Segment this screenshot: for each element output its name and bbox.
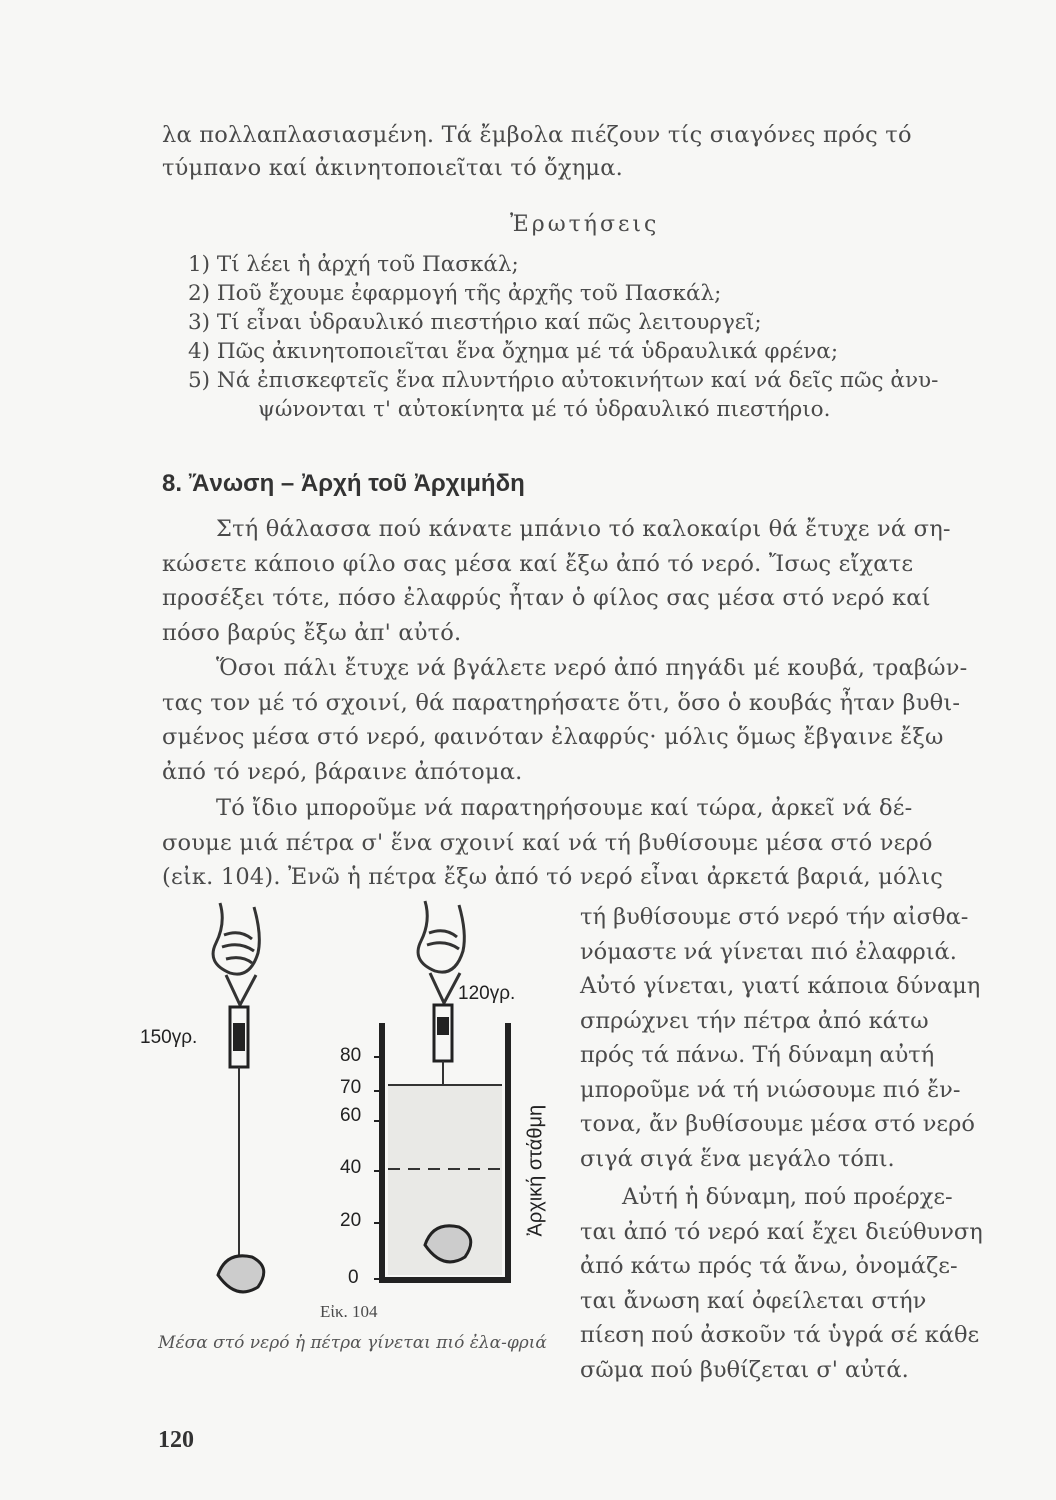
text-line: προσέξει τότε, πόσο ἐλαφρύς ἦταν ὁ φίλος σας μέσα στό νερό καί xyxy=(162,585,931,611)
initial-level-label: Ἀρχική στάθμη xyxy=(524,1104,547,1237)
text-line: σμένος μέσα στό νερό, φαινόταν ἐλαφρύς· μόλις ὅμως ἔβγαινε ἔξω xyxy=(162,724,944,750)
scale-tick-label: 20 xyxy=(340,1210,362,1231)
wrapped-text-1 xyxy=(580,900,981,1176)
text-line: μποροῦμε νά τή νιώσουμε πιό ἔν- xyxy=(580,1076,961,1103)
text-line: πόσο βαρύς ἔξω ἀπ' αὐτό. xyxy=(162,619,462,646)
page-number: 120 xyxy=(158,1427,194,1453)
text-line: Τό ἴδιο μποροῦμε νά παρατηρήσουμε καί τώρα, ἀρκεῖ νά δέ- xyxy=(216,795,913,821)
wrapped-text-2 xyxy=(580,1180,983,1387)
paragraph-3 xyxy=(162,791,974,895)
text-line: τονα, ἄν βυθίσουμε μέσα στό νερό xyxy=(580,1111,975,1137)
text-line: λα πολλαπλασιασμένη. Τά ἔμβολα πιέζουν τίς σιαγόνες πρός τό xyxy=(162,122,912,148)
paragraph-1 xyxy=(162,512,974,650)
text-line: Στή θάλασσα πού κάνατε μπάνιο τό καλοκαίρι θά ἔτυχε νά ση- xyxy=(216,516,951,542)
hook-icon xyxy=(430,973,460,1003)
questions-list xyxy=(188,250,938,424)
text-line: κώσετε κάποιο φίλο σας μέσα καί ἔξω ἀπό τό νερό. Ἴσως εἴχατε xyxy=(162,550,914,577)
question-item: 4) Πῶς ἀκινητοποιεῖται ἕνα ὄχημα μέ τά ὑδραυλικά φρένα; xyxy=(188,339,839,364)
hook-icon xyxy=(226,975,256,1005)
figure-104 xyxy=(140,895,560,1295)
text-line: σιγά σιγά ἕνα μεγάλο τόπι. xyxy=(580,1145,895,1172)
text-line: Αὐτή ἡ δύναμη, πού προέρχε- xyxy=(622,1184,953,1210)
scale-tick-label: 80 xyxy=(340,1045,362,1066)
scale-indicator xyxy=(437,1017,449,1035)
text-line: τή βυθίσουμε στό νερό τήν αἰσθα- xyxy=(580,904,969,930)
scale-indicator xyxy=(233,1023,245,1051)
text-line: ται ἀπό τό νερό καί ἔχει διεύθυνση xyxy=(580,1218,983,1245)
scale-tick-label: 60 xyxy=(340,1105,362,1126)
scale-tick-label: 70 xyxy=(340,1077,362,1098)
questions-heading: Ἐρωτήσεις xyxy=(510,212,660,237)
section-heading: 8. Ἄνωση – Ἀρχή τοῦ Ἀρχιμήδη xyxy=(162,470,525,497)
text-line: ἀπό τό νερό, βάραινε ἀπότομα. xyxy=(162,758,523,785)
text-line: νόμαστε νά γίνεται πιό ἐλαφριά. xyxy=(580,938,957,965)
text-line: τύμπανο καί ἀκινητοποιεῖται τό ὄχημα. xyxy=(162,154,623,181)
hand-icon xyxy=(418,901,464,972)
paragraph-2 xyxy=(162,651,974,789)
weight-out-label: 150γρ. xyxy=(140,1027,198,1048)
question-item: 2) Ποῦ ἔχουμε ἐφαρμογή τῆς ἀρχῆς τοῦ Πασκάλ; xyxy=(188,281,722,306)
text-line: ἀπό κάτω πρός τά ἄνω, ὀνομάζε- xyxy=(580,1253,958,1279)
text-line: τας τον μέ τό σχοινί, θά παρατηρήσατε ὅτι, ὅσο ὁ κουβάς ἦταν βυθι- xyxy=(162,689,961,716)
text-line: (εἰκ. 104). Ἐνῶ ἡ πέτρα ἔξω ἀπό τό νερό εἶναι ἀρκετά βαριά, μόλις xyxy=(162,864,944,890)
text-line: σπρώχνει τήν πέτρα ἀπό κάτω xyxy=(580,1007,929,1034)
hand-icon xyxy=(213,903,259,974)
question-item-continuation: ψώνονται τ' αὐτοκίνητα μέ τό ὑδραυλικό πιεστήριο. xyxy=(258,397,831,422)
stone-icon xyxy=(218,1256,264,1292)
text-line: πρός τά πάνω. Τή δύναμη αὐτή xyxy=(580,1042,935,1068)
weight-in-label: 120γρ. xyxy=(458,983,516,1004)
question-item: 3) Τί εἶναι ὑδραυλικό πιεστήριο καί πῶς λειτουργεῖ; xyxy=(188,310,762,335)
figure-caption: Μέσα στό νερό ἡ πέτρα γίνεται πιό ἐλα-φριά xyxy=(158,1333,547,1353)
text-line: Ὅσοι πάλι ἔτυχε νά βγάλετε νερό ἀπό πηγάδι μέ κουβά, τραβών- xyxy=(216,655,968,681)
intro-paragraph xyxy=(162,118,974,185)
scale-tick-label: 40 xyxy=(340,1157,362,1178)
figure-number: Εἰκ. 104 xyxy=(320,1302,378,1321)
text-line: σουμε μιά πέτρα σ' ἕνα σχοινί καί νά τή βυθίσουμε μέσα στό νερό xyxy=(162,829,933,856)
question-item: 1) Τί λέει ἡ ἀρχή τοῦ Πασκάλ; xyxy=(188,252,519,277)
text-line: Αὐτό γίνεται, γιατί κάποια δύναμη xyxy=(580,973,981,999)
text-line: σῶμα πού βυθίζεται σ' αὐτά. xyxy=(580,1356,909,1383)
question-item: 5) Νά ἐπισκεφτεῖς ἕνα πλυντήριο αὐτοκινήτων καί νά δεῖς πῶς ἀνυ- xyxy=(188,368,939,393)
scale-tick-label: 0 xyxy=(348,1267,359,1288)
text-line: ται ἄνωση καί ὀφείλεται στήν xyxy=(580,1287,927,1314)
text-line: πίεση πού ἀσκοῦν τά ὑγρά σέ κάθε xyxy=(580,1322,980,1348)
